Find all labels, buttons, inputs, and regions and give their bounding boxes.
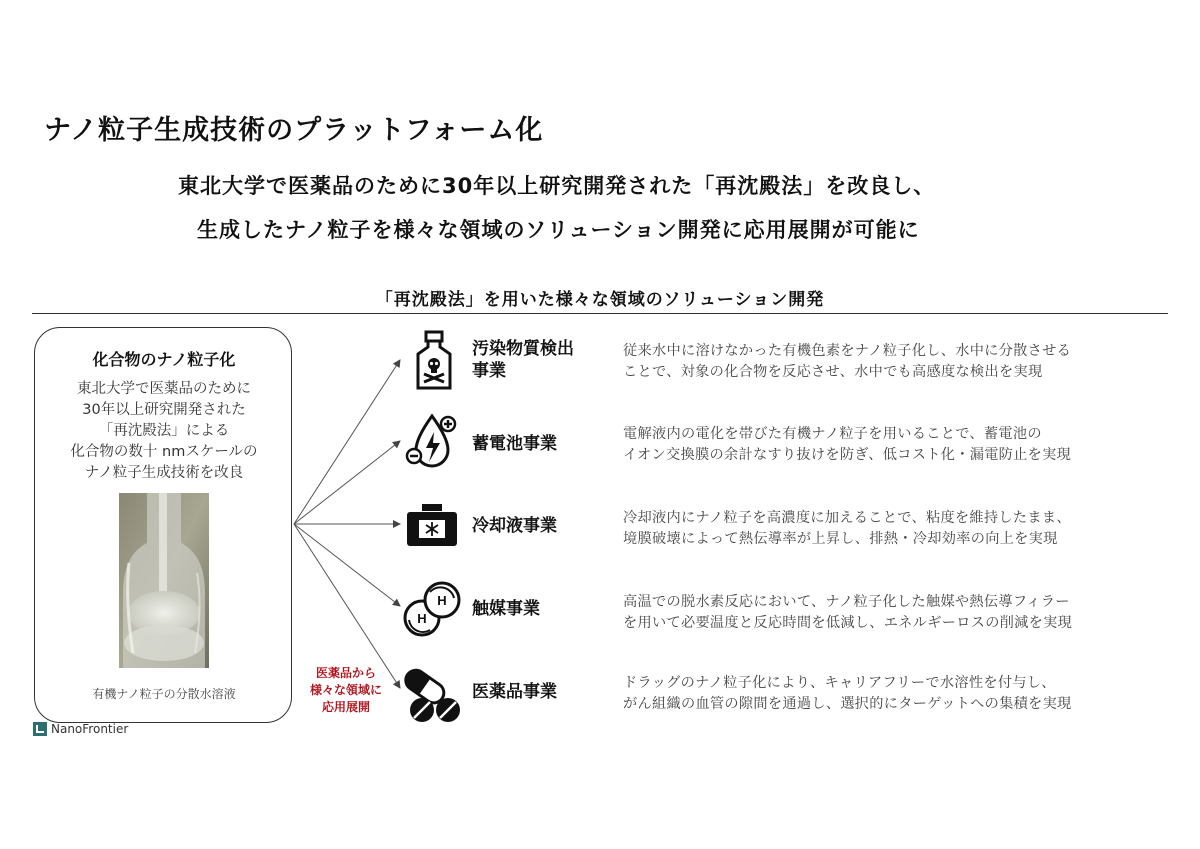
business-name-pharma [472, 681, 557, 703]
business-description-pollutant [623, 341, 1071, 383]
arrow-to-pharma [294, 524, 400, 688]
page-title: ナノ粒子生成技術のプラットフォーム化 [44, 115, 544, 146]
business-description-pharma [623, 673, 1072, 715]
business-description-line: イオン交換膜の余計なすり抜けを防ぎ、低コスト化・漏電防止を実現 [623, 447, 1072, 463]
business-description-battery [623, 424, 1071, 466]
business-description-line: ことで、対象の化合物を反応させ、水中でも高感度な検出を実現 [623, 364, 1043, 380]
expansion-note [297, 665, 395, 716]
hydrogen-label: H [437, 593, 447, 608]
headline-line-1: 東北大学で医薬品のために30年以上研究開発された「再沈殿法」を改良し、 [178, 174, 936, 198]
business-description-line: を用いて必要温度と反応時間を低減し、エネルギーロスの削減を実現 [623, 615, 1073, 631]
business-name-line: 触媒事業 [472, 599, 540, 619]
expansion-note-line: 様々な領域に [309, 683, 382, 697]
arrow-to-catalyst [294, 524, 400, 606]
business-description-line: 冷却液内にナノ粒子を高濃度に加えることで、粘度を維持したまま、 [623, 510, 1071, 526]
business-name-battery [472, 433, 557, 455]
arrow-to-pollutant [294, 360, 400, 524]
card-description-line: 化合物の数十 nmスケールの [70, 444, 258, 460]
business-name-line: 医薬品事業 [472, 682, 557, 702]
business-description-line: 電解液内の電化を帯びた有機ナノ粒子を用いることで、蓄電池の [623, 426, 1042, 442]
arrow-to-battery [294, 441, 400, 524]
headline-line-2: 生成したナノ粒子を様々な領域のソリューション開発に応用展開が可能に [197, 218, 920, 242]
card-description-line: 東北大学で医薬品のために [77, 381, 251, 397]
expansion-note-line: 医薬品から [315, 666, 376, 680]
photo-caption: 有機ナノ粒子の分散水溶液 [92, 687, 236, 701]
business-description-coolant [623, 508, 1071, 550]
hydrogen-icon [400, 578, 466, 640]
pills-icon [402, 660, 468, 726]
logo-mark-icon [33, 722, 47, 736]
expansion-note-line: 応用展開 [321, 700, 370, 714]
business-description-line: がん組織の血管の隙間を通過し、選択的にターゲットへの集積を実現 [623, 696, 1072, 712]
business-description-line: ドラッグのナノ粒子化により、キャリアフリーで水溶性を付与し、 [623, 675, 1056, 691]
business-name-catalyst [472, 598, 540, 620]
card-description-line: 30年以上研究開発された [82, 402, 246, 418]
business-description-line: 従来水中に溶けなかった有機色素をナノ粒子化し、水中に分散させる [623, 343, 1072, 359]
card-description-line: 「再沈殿法」による [98, 423, 230, 439]
card-description-line: ナノ粒子生成技術を改良 [84, 465, 244, 481]
poison-bottle-icon [410, 330, 458, 392]
business-name-line: 事業 [472, 361, 506, 381]
business-name-coolant [472, 515, 557, 537]
business-name-line: 汚染物質検出 [472, 339, 574, 359]
section-title: 「再沈殿法」を用いた様々な領域のソリューション開発 [375, 290, 825, 310]
logo-text: NanoFrontier [51, 722, 129, 736]
business-description-line: 高温での脱水素反応において、ナノ粒子化した触媒や熱伝導フィラー [623, 594, 1070, 610]
card-title: 化合物のナノ粒子化 [92, 350, 236, 369]
coolant-icon [404, 502, 460, 548]
business-name-line: 蓄電池事業 [472, 434, 557, 454]
business-description-line: 境膜破壊によって熱伝導率が上昇し、排熱・冷却効率の向上を実現 [623, 531, 1058, 547]
business-name-pollutant [472, 338, 574, 382]
company-logo [33, 722, 128, 736]
battery-drop-icon [404, 410, 460, 470]
business-description-catalyst [623, 592, 1072, 634]
hydrogen-label: H [417, 611, 427, 626]
business-name-line: 冷却液事業 [472, 516, 557, 536]
